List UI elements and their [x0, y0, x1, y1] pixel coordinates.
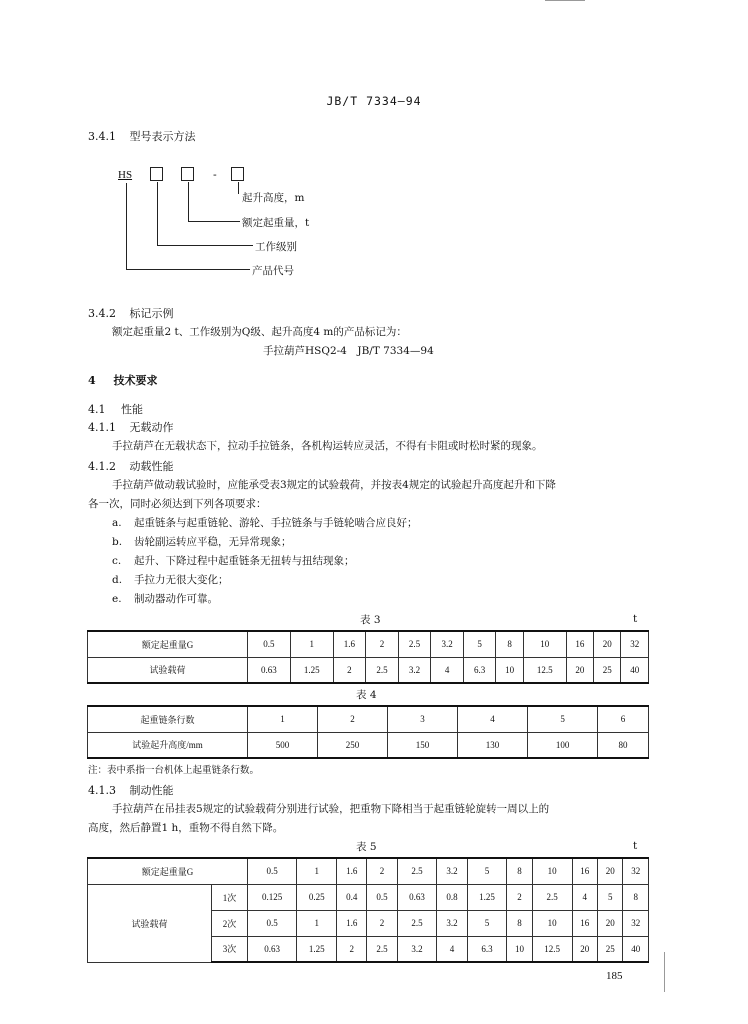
model-dash: - [213, 168, 217, 181]
scan-edge-mark [664, 952, 665, 992]
list-key: b. [112, 536, 123, 548]
table-cell: 2.5 [366, 657, 399, 683]
section-title: 型号表示方法 [129, 130, 196, 143]
table-cell: 0.5 [367, 884, 397, 910]
row-sub-label: 3次 [212, 936, 248, 962]
table-cell: 12.5 [523, 657, 566, 683]
table-cell: 20 [572, 936, 597, 962]
row-label: 额定起重量G [88, 858, 248, 884]
table-cell: 4 [431, 657, 464, 683]
table-cell: 40 [623, 936, 649, 962]
table-cell: 16 [566, 631, 593, 657]
table-row [88, 657, 649, 683]
connector-line [126, 183, 127, 270]
section-number: 4 [88, 374, 96, 387]
list-item [112, 534, 292, 549]
table-row [88, 858, 649, 884]
list-key: d. [112, 574, 123, 586]
table-cell: 1.25 [297, 936, 337, 962]
table-cell: 500 [248, 732, 318, 758]
document-header: JB/T 7334—94 [326, 94, 422, 108]
table-cell: 0.63 [248, 936, 297, 962]
table-cell: 2 [318, 706, 388, 732]
list-key: a. [112, 517, 122, 529]
paragraph: 各一次，同时必须达到下列各项要求： [88, 498, 267, 510]
list-text: 起升、下降过程中起重链条无扭转与扭结现象； [134, 555, 355, 567]
label-rated-capacity: 额定起重量，t [242, 217, 310, 229]
table-row [88, 631, 649, 657]
section-number: 4.1.1 [88, 421, 116, 434]
section-number: 3.4.2 [88, 307, 116, 320]
table-cell: 32 [623, 858, 649, 884]
connector-line [188, 221, 240, 222]
table-cell: 2.5 [397, 910, 437, 936]
table-5-unit: t [633, 840, 638, 852]
table-cell: 25 [598, 936, 623, 962]
row-sub-label: 1次 [212, 884, 248, 910]
table-cell: 8 [623, 884, 649, 910]
connector-line [157, 245, 253, 246]
section-4-1-2 [88, 458, 174, 474]
section-4-1-1 [88, 419, 174, 435]
list-item [112, 572, 229, 587]
table-cell: 1 [297, 858, 337, 884]
table-cell: 5 [467, 910, 507, 936]
height-box [231, 167, 244, 181]
table-cell: 0.4 [337, 884, 367, 910]
table-cell: 1.25 [290, 657, 333, 683]
connector-line [188, 182, 189, 222]
list-item [112, 553, 355, 568]
table-cell: 8 [496, 631, 523, 657]
table-row [88, 884, 649, 910]
table-cell: 1.6 [337, 858, 367, 884]
table-3-unit: t [633, 613, 638, 625]
table-4-note: 注：表中系指一台机体上起重链条行数。 [88, 765, 260, 776]
section-3-4-1 [88, 128, 196, 144]
table-cell: 5 [463, 631, 496, 657]
list-text: 起重链条与起重链轮、游轮、手拉链条与手链轮啮合应良好； [134, 517, 418, 529]
table-cell: 0.63 [397, 884, 437, 910]
table-cell: 16 [572, 858, 597, 884]
table-cell: 4 [458, 706, 528, 732]
table-cell: 1.6 [337, 910, 367, 936]
table-cell: 20 [598, 858, 623, 884]
model-prefix: HS [118, 169, 133, 181]
section-4-1-3 [88, 782, 174, 798]
list-text: 齿轮副运转应平稳，无异常现象； [134, 536, 292, 548]
paragraph: 高度，然后静置1 h，重物不得自然下降。 [88, 822, 284, 834]
label-lift-height: 起升高度，m [242, 192, 305, 204]
paragraph: 手拉葫芦在无载状态下，拉动手拉链条，各机构运转应灵活，不得有卡阻或时松时紧的现象。 [112, 440, 543, 452]
table-cell: 2 [333, 657, 366, 683]
level-box [150, 167, 163, 181]
table-cell: 25 [594, 657, 621, 683]
section-number: 3.4.1 [88, 130, 116, 143]
table-cell: 5 [528, 706, 598, 732]
table-cell: 32 [621, 631, 649, 657]
table-cell: 6.3 [467, 936, 507, 962]
table-5-caption: 表 5 [356, 841, 377, 853]
table-3 [87, 630, 649, 684]
table-cell: 100 [528, 732, 598, 758]
table-cell: 4 [437, 936, 467, 962]
table-cell: 0.5 [248, 910, 297, 936]
table-cell: 2 [507, 884, 532, 910]
row-group-label: 试验载荷 [88, 884, 212, 962]
table-cell: 2 [367, 858, 397, 884]
section-title: 标记示例 [129, 307, 174, 320]
label-work-class: 工作级别 [255, 241, 297, 253]
table-cell: 20 [598, 910, 623, 936]
table-cell: 5 [598, 884, 623, 910]
table-cell: 2.5 [367, 936, 397, 962]
list-key: c. [112, 555, 122, 567]
section-title: 制动性能 [129, 784, 174, 797]
section-number: 4.1.3 [88, 784, 116, 797]
list-item [112, 515, 418, 530]
row-label: 试验载荷 [88, 657, 248, 683]
table-cell: 2.5 [398, 631, 431, 657]
section-title: 性能 [121, 403, 143, 416]
table-cell: 10 [496, 657, 523, 683]
connector-line [126, 269, 250, 270]
table-cell: 10 [523, 631, 566, 657]
table-cell: 1 [248, 706, 318, 732]
mark-example: 手拉葫芦HSQ2-4 JB/T 7334—94 [263, 345, 434, 357]
table-cell: 20 [566, 657, 593, 683]
connector-line [157, 182, 158, 246]
list-text: 手拉力无很大变化； [134, 574, 229, 586]
table-cell: 2 [367, 910, 397, 936]
paragraph: 手拉葫芦做动载试验时，应能承受表3规定的试验载荷，并按表4规定的试验起升高度起升和下降 [112, 479, 556, 491]
table-cell: 0.8 [437, 884, 467, 910]
table-cell: 3.2 [437, 910, 467, 936]
page-number: 185 [606, 970, 623, 982]
section-title: 动载性能 [129, 460, 174, 473]
table-cell: 3.2 [431, 631, 464, 657]
table-cell: 0.5 [248, 858, 297, 884]
mark-example-text: 额定起重量2 t、工作级别为Q级、起升高度4 m的产品标记为： [112, 326, 407, 338]
table-cell: 80 [598, 732, 649, 758]
table-cell: 3.2 [398, 657, 431, 683]
table-cell: 20 [594, 631, 621, 657]
table-cell: 150 [388, 732, 458, 758]
section-4-1 [88, 401, 143, 417]
table-cell: 6.3 [463, 657, 496, 683]
table-cell: 8 [507, 910, 532, 936]
table-cell: 12.5 [532, 936, 572, 962]
section-title: 无载动作 [129, 421, 174, 434]
table-cell: 10 [532, 858, 572, 884]
table-cell: 0.5 [248, 631, 291, 657]
section-3-4-2 [88, 305, 174, 321]
table-cell: 1.25 [467, 884, 507, 910]
table-cell: 6 [598, 706, 649, 732]
table-cell: 2.5 [532, 884, 572, 910]
connector-line [238, 182, 239, 194]
table-cell: 0.125 [248, 884, 297, 910]
table-cell: 3 [388, 706, 458, 732]
table-cell: 0.63 [248, 657, 291, 683]
section-4 [88, 372, 158, 388]
row-label: 额定起重量G [88, 631, 248, 657]
list-item [112, 591, 218, 606]
table-cell: 32 [623, 910, 649, 936]
scan-edge-mark [545, 0, 585, 1]
list-text: 制动器动作可靠。 [134, 593, 218, 605]
table-cell: 1.6 [333, 631, 366, 657]
section-title: 技术要求 [113, 374, 158, 387]
table-5 [87, 857, 649, 963]
table-4 [87, 705, 649, 759]
table-row [88, 732, 649, 758]
table-row [88, 706, 649, 732]
section-number: 4.1.2 [88, 460, 116, 473]
table-4-caption: 表 4 [356, 689, 377, 701]
table-cell: 16 [572, 910, 597, 936]
table-cell: 8 [507, 858, 532, 884]
table-cell: 4 [572, 884, 597, 910]
table-cell: 3.2 [437, 858, 467, 884]
table-cell: 10 [507, 936, 532, 962]
table-cell: 2 [366, 631, 399, 657]
table-cell: 130 [458, 732, 528, 758]
table-cell: 0.25 [297, 884, 337, 910]
section-number: 4.1 [88, 403, 106, 416]
table-cell: 5 [467, 858, 507, 884]
row-label: 起重链条行数 [88, 706, 248, 732]
table-cell: 10 [532, 910, 572, 936]
capacity-box [181, 167, 194, 181]
table-cell: 2 [337, 936, 367, 962]
table-cell: 1 [297, 910, 337, 936]
table-cell: 1 [290, 631, 333, 657]
row-sub-label: 2次 [212, 910, 248, 936]
table-cell: 40 [621, 657, 649, 683]
list-key: e. [112, 593, 122, 605]
table-cell: 250 [318, 732, 388, 758]
row-label: 试验起升高度/mm [88, 732, 248, 758]
label-product-code: 产品代号 [252, 265, 294, 277]
table-cell: 3.2 [397, 936, 437, 962]
paragraph: 手拉葫芦在吊挂表5规定的试验载荷分别进行试验，把重物下降相当于起重链轮旋转一周以上的 [112, 803, 550, 815]
table-cell: 2.5 [397, 858, 437, 884]
table-3-caption: 表 3 [360, 614, 381, 626]
